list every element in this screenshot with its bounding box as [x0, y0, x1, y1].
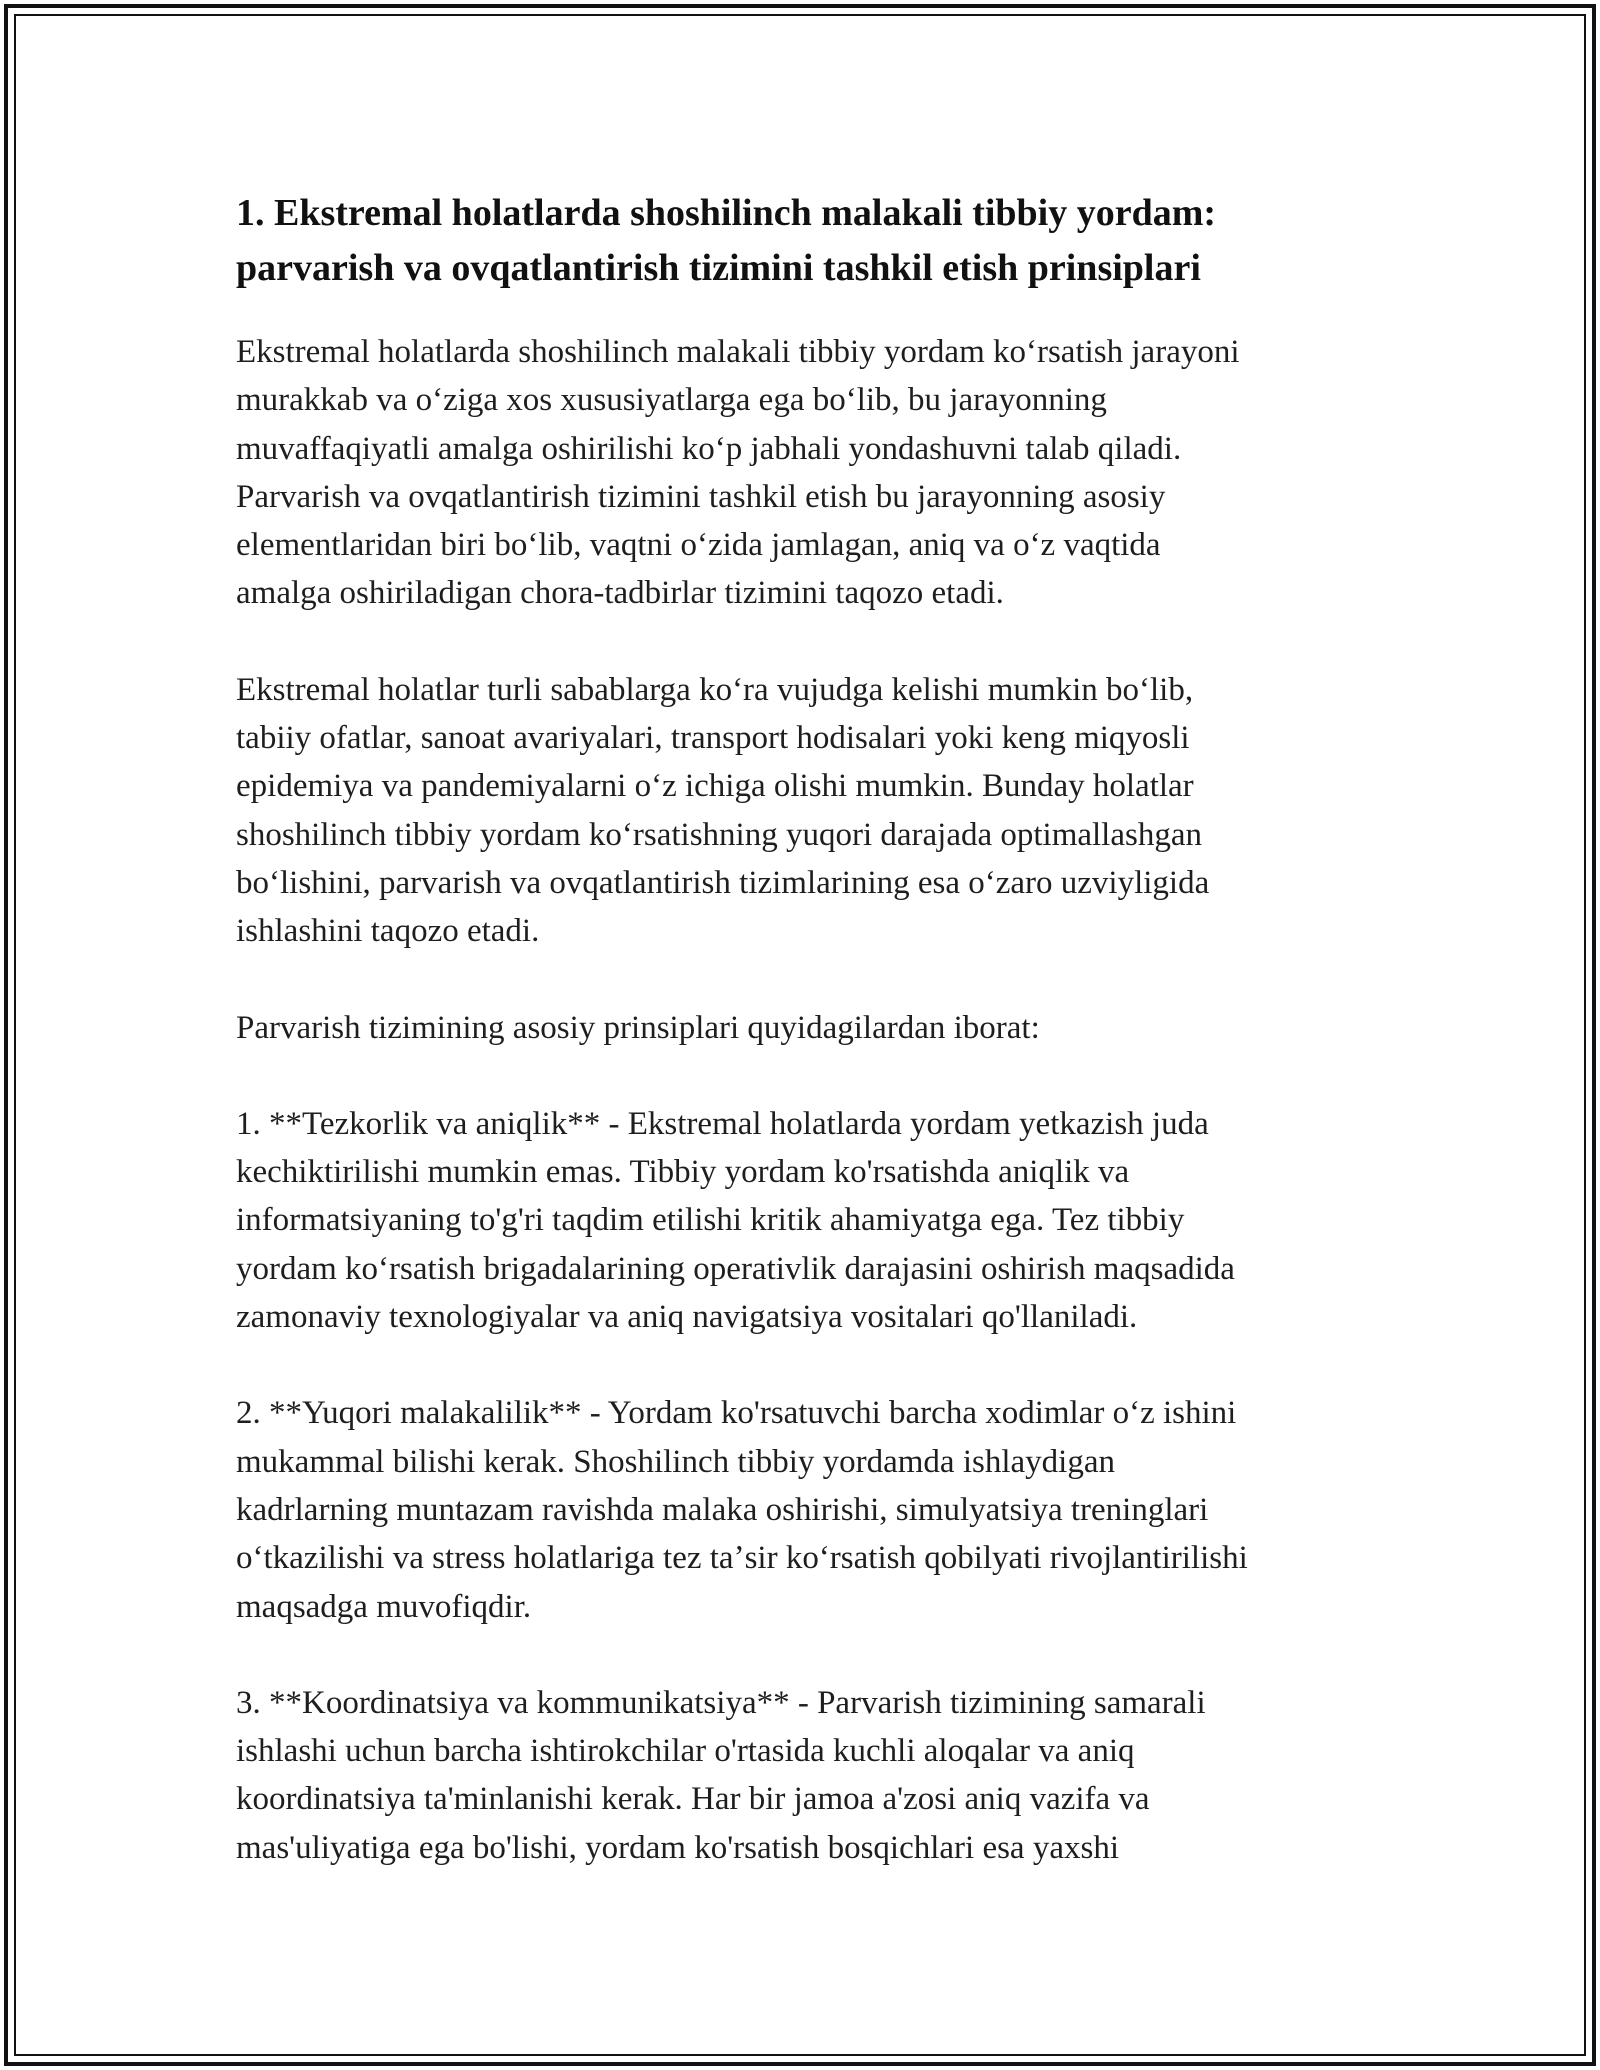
- document-title: 1. Ekstremal holatlarda shoshilinch malakali tibbiy yordam: parvarish va ovqatlantirish tizimini tashkil etish prinsiplari: [236, 192, 1217, 289]
- list-item-coordination: 3. **Koordinatsiya va kommunikatsiya** - Parvarish tizimining samarali ishlashi uchun barcha ishtirokchilar o'rtasida kuchli aloqalar va aniq koordinatsiya ta'minlanishi kerak. Har bir jamoa a'zosi aniq vazifa va mas'uliyatiga ega bo'lishi, yordam ko'rsatish bosqichlari esa yaxshi: [236, 1684, 1206, 1866]
- paragraph-intro: Ekstremal holatlarda shoshilinch malakali tibbiy yordam koʻrsatish jarayoni murakkab va oʻziga xos xususiyatlarga ega boʻlib, bu jarayonning muvaffaqiyatli amalga oshirilishi koʻp jabhali yondashuvni talab qiladi. Parvarish va ovqatlantirish tizimini tashkil etish bu jarayonning asosiy elementlaridan biri boʻlib, vaqtni oʻzida jamlagan, aniq va oʻz vaqtida amalga oshiriladigan chora-tadbirlar tizimini taqozo etadi.: [236, 334, 1240, 612]
- list-item-high-qualification: 2. **Yuqori malakalilik** - Yordam ko'rsatuvchi barcha xodimlar oʻz ishini mukammal bilishi kerak. Shoshilinch tibbiy yordamda ishlaydigan kadrlarning muntazam ravishda malaka oshirishi, simulyatsiya treninglari oʻtkazilishi va stress holatlariga tez taʼsir koʻrsatish qobilyati rivojlantirilishi maqsadga muvofiqdir.: [236, 1395, 1248, 1625]
- list-item-speed-accuracy: 1. **Tezkorlik va aniqlik** - Ekstremal holatlarda yordam yetkazish juda kechiktirilishi mumkin emas. Tibbiy yordam ko'rsatishda aniqlik va informatsiyaning to'g'ri taqdim etilishi kritik ahamiyatga ega. Tez tibbiy yordam koʻrsatish brigadalarining operativlik darajasini oshirish maqsadida zamonaviy texnologiyalar va aniq navigatsiya vositalari qo'llaniladi.: [236, 1105, 1235, 1336]
- paragraph-extreme-situations: Ekstremal holatlar turli sabablarga koʻra vujudga kelishi mumkin boʻlib, tabiiy ofatlar, sanoat avariyalari, transport hodisalari yoki keng miqyosli epidemiya va pandemiyalarni oʻz ichiga olishi mumkin. Bunday holatlar shoshilinch tibbiy yordam koʻrsatishning yuqori darajada optimallashgan boʻlishini, parvarish va ovqatlantirish tizimlarining esa oʻzaro uzviyligida ishlashini taqozo etadi.: [236, 671, 1210, 950]
- document-body: [236, 186, 1396, 1920]
- paragraph-principles-lead: Parvarish tizimining asosiy prinsiplari quyidagilardan iborat:: [236, 1009, 1040, 1046]
